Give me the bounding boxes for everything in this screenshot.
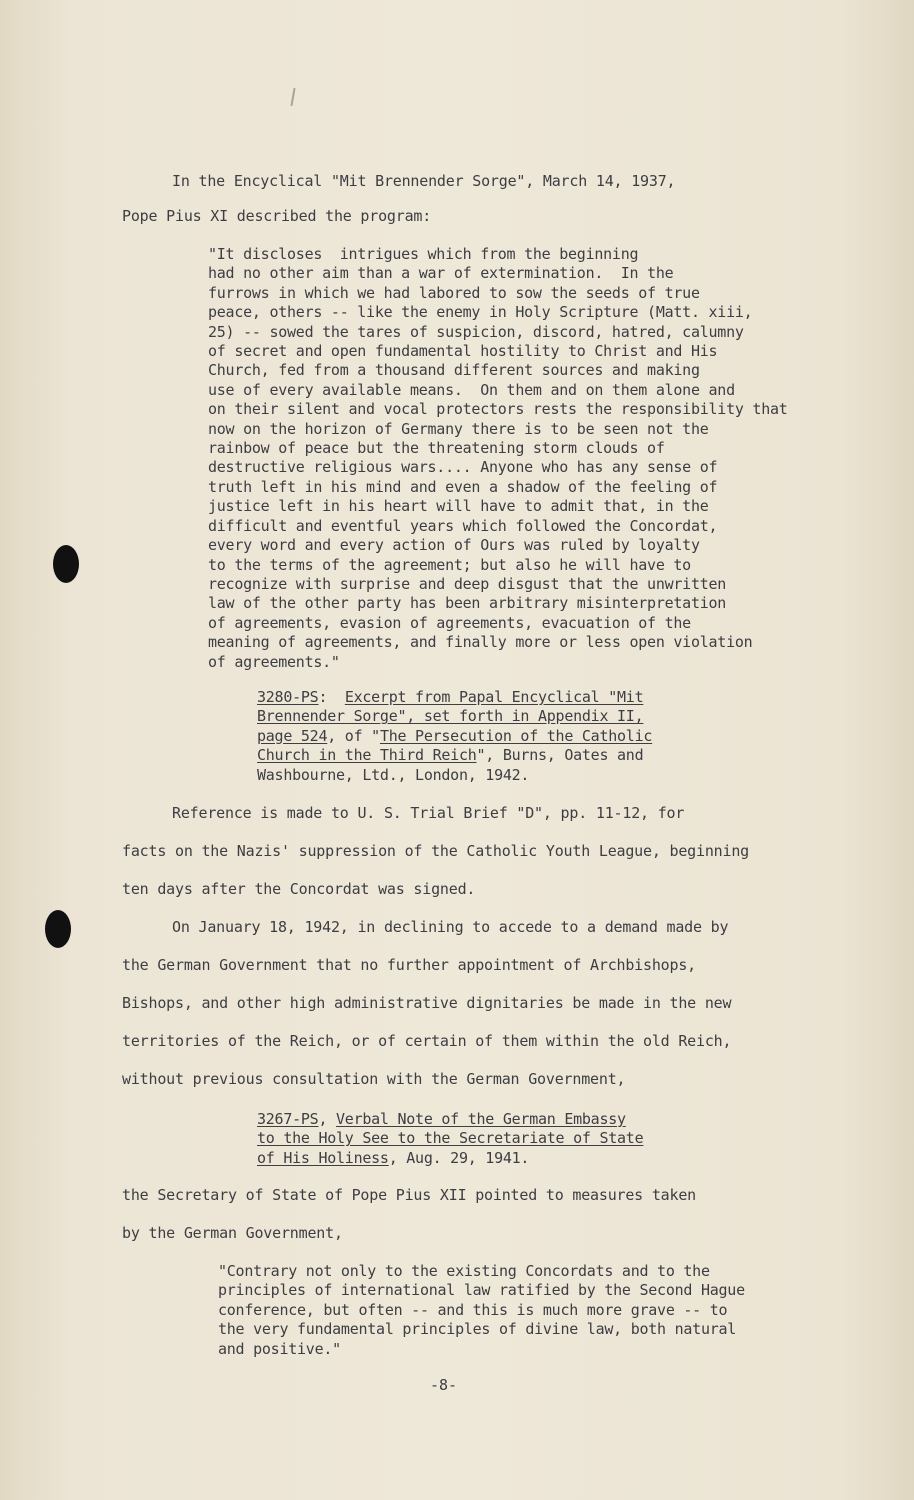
quote-line: conference, but often -- and this is much more grave -- to [218,1300,728,1319]
citation-text: Brennender Sorge", set forth in Appendix II, [257,707,644,726]
quote-line: "Contrary not only to the existing Concordats and to the [218,1262,710,1280]
quote-line: on their silent and vocal protectors rests the responsibility that [208,400,788,419]
paragraph-line: ten days after the Concordat was signed. [122,880,476,898]
citation-text: Washbourne, Ltd., London, 1942. [257,765,530,784]
citation-3267-ps: 3267-PS, Verbal Note of the German Embassy to the Holy See to the Secretariate of State of His Holiness, Aug. 29, 1941. [257,1110,644,1167]
quote-line: every word and every action of Ours was ruled by loyalty [208,536,700,555]
quote-line: of secret and open fundamental hostility to Christ and His [208,342,718,361]
page-number: -8- [430,1376,458,1394]
paragraph-line: On January 18, 1942, in declining to accede to a demand made by [172,918,729,936]
citation-doc-id: 3267-PS [257,1110,319,1128]
quote-line: principles of international law ratified by the Second Hague [218,1281,745,1300]
punch-hole-icon [53,545,79,583]
punch-hole-icon [45,910,71,948]
quote-line: the very fundamental principles of divine law, both natural [218,1320,737,1339]
quote-line: law of the other party has been arbitrary misinterpretation [208,594,727,613]
paragraph-line: Bishops, and other high administrative dignitaries be made in the new [122,994,732,1012]
paragraph-line: Reference is made to U. S. Trial Brief "D", pp. 11-12, for [172,804,685,822]
citation-text: to the Holy See to the Secretariate of State [257,1129,644,1148]
quote-line: and positive." [218,1339,341,1358]
citation-text: Verbal Note of the German Embassy [336,1110,626,1128]
secretary-quote [218,1262,745,1359]
paragraph-line: by the German Government, [122,1224,343,1242]
quote-line: destructive religious wars.... Anyone who has any sense of [208,458,718,477]
citation-title: The Persecution of the Catholic [379,726,653,745]
citation-doc-id: 3280-PS [257,688,319,706]
citation-3280-ps: 3280-PS: Excerpt from Papal Encyclical "Mit Brennender Sorge", set forth in Appendix II, page 524, of "The Persecution of the Catholic Church in the Third Reich", Burns, Oates and Washbourne, Ltd., London, 1942. [257,688,653,784]
intro-line-1: In the Encyclical "Mit Brennender Sorge", March 14, 1937, [172,172,676,190]
quote-line: to the terms of the agreement; but also he will have to [208,555,691,574]
citation-text: of His Holiness [257,1148,389,1167]
quote-line: truth left in his mind and even a shadow of the feeling of [208,477,718,496]
paragraph-line: the German Government that no further appointment of Archbishops, [122,956,696,974]
citation-title: Church in the Third Reich [257,746,477,765]
quote-line: 25) -- sowed the tares of suspicion, discord, hatred, calumny [208,322,744,341]
paragraph-line: facts on the Nazis' suppression of the Catholic Youth League, beginning [122,842,749,860]
quote-line: Church, fed from a thousand different sources and making [208,361,700,380]
quote-line: rainbow of peace but the threatening storm clouds of [208,439,665,458]
pencil-mark [290,88,295,106]
quote-line: furrows in which we had labored to sow the seeds of true [208,283,700,302]
citation-page: page 524 [257,726,328,745]
citation-text: Excerpt from Papal Encyclical "Mit [344,688,644,706]
quote-line: now on the horizon of Germany there is to be seen not the [208,419,709,438]
paragraph-line: without previous consultation with the German Government, [122,1070,626,1088]
quote-line: justice left in his heart will have to admit that, in the [208,497,709,516]
quote-line: difficult and eventful years which followed the Concordat, [208,516,718,535]
intro-line-2: Pope Pius XI described the program: [122,207,432,225]
quote-line: peace, others -- like the enemy in Holy Scripture (Matt. xiii, [208,303,753,322]
paragraph-line: the Secretary of State of Pope Pius XII pointed to measures taken [122,1186,696,1204]
encyclical-quote [208,245,788,672]
quote-line: "It discloses intrigues which from the beginning [208,245,639,263]
quote-line: meaning of agreements, and finally more or less open violation [208,633,753,652]
quote-line: use of every available means. On them and on them alone and [208,380,735,399]
quote-line: had no other aim than a war of extermination. In the [208,264,674,283]
quote-line: of agreements." [208,652,340,671]
paragraph-line: territories of the Reich, or of certain of them within the old Reich, [122,1032,732,1050]
quote-line: recognize with surprise and deep disgust that the unwritten [208,574,727,593]
quote-line: of agreements, evasion of agreements, evacuation of the [208,613,691,632]
